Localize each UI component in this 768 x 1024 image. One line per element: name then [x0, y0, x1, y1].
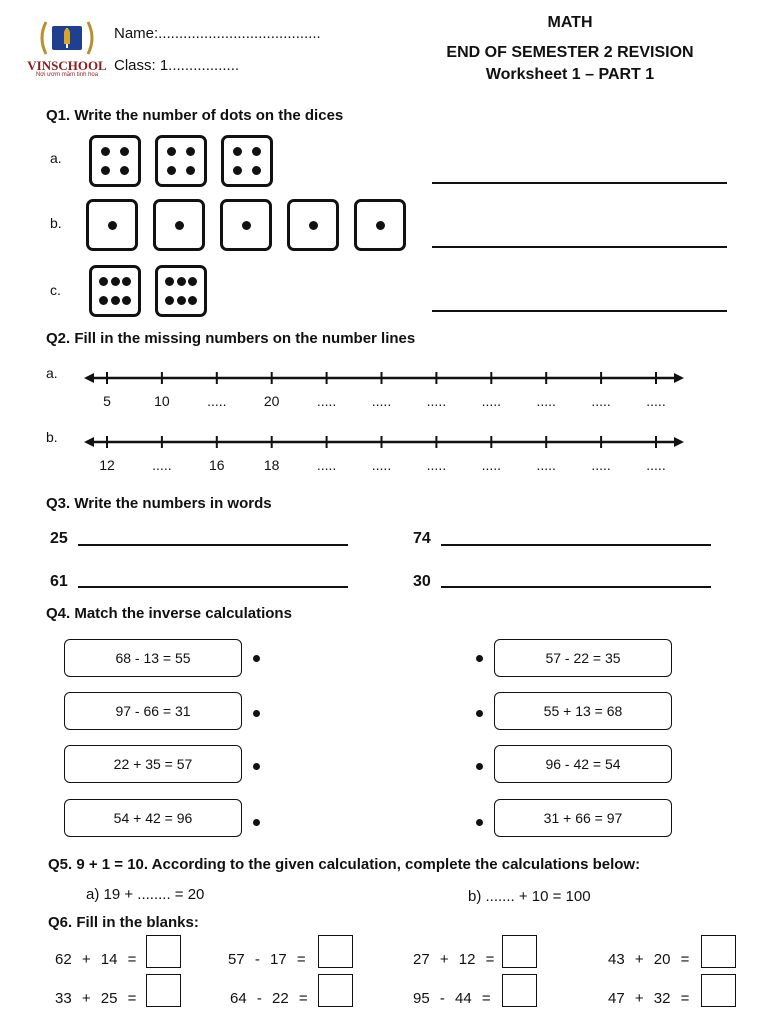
q1-answer-line-b[interactable] [432, 246, 727, 248]
q4-left-calc-2[interactable]: 97 - 66 = 31 [64, 692, 242, 730]
q6-calc-r1c4: 43 + 20 = [608, 951, 690, 968]
die-pip [111, 296, 120, 305]
q4-left-calc-1[interactable]: 68 - 13 = 55 [64, 639, 242, 677]
q4-right-match-dot-2[interactable] [476, 710, 483, 717]
q3-number-25: 25 [50, 530, 68, 547]
q4-left-match-dot-1[interactable] [253, 655, 260, 662]
q1-die-1-0 [86, 199, 138, 251]
number-line-value[interactable]: ..... [481, 457, 502, 473]
die-pip [242, 221, 251, 230]
q1-die-0-0 [89, 135, 141, 187]
q4-title: Q4. Match the inverse calculations [46, 605, 292, 622]
number-line-value[interactable]: ..... [536, 457, 556, 473]
die-pip [188, 277, 197, 286]
die-pip [175, 221, 184, 230]
logo-text: VINSCHOOL [27, 58, 107, 73]
q3-number-30: 30 [413, 573, 431, 590]
worksheet-title: END OF SEMESTER 2 REVISION [446, 44, 694, 61]
q6-answer-box-r2c2[interactable] [318, 974, 353, 1007]
die-pip [101, 166, 110, 175]
q4-left-calc-3[interactable]: 22 + 35 = 57 [64, 745, 242, 783]
q6-answer-box-r1c4[interactable] [701, 935, 736, 968]
q1-die-2-1 [155, 265, 207, 317]
number-line-value[interactable]: ..... [207, 393, 227, 409]
q4-right-match-dot-4[interactable] [476, 819, 483, 826]
q5-title: Q5. 9 + 1 = 10. According to the given calculation, complete the calculations below: [48, 856, 641, 873]
die-pip [108, 221, 117, 230]
q3-number-61: 61 [50, 573, 68, 590]
number-line-value[interactable]: ..... [481, 393, 502, 409]
die-pip [177, 277, 186, 286]
number-line-value[interactable]: ..... [426, 393, 447, 409]
number-line-value[interactable]: ..... [591, 393, 611, 409]
q2-title: Q2. Fill in the missing numbers on the number lines [46, 330, 416, 347]
die-pip [111, 277, 120, 286]
q2-line-b-label: b. [46, 429, 58, 445]
die-pip [233, 147, 242, 156]
q6-calc-r2c4: 47 + 32 = [608, 990, 690, 1007]
q4-right-match-dot-1[interactable] [476, 655, 483, 662]
die-pip [101, 147, 110, 156]
q2-line-a-label: a. [46, 365, 58, 381]
q6-answer-box-r1c1[interactable] [146, 935, 181, 968]
die-pip [186, 147, 195, 156]
q1-die-1-2 [220, 199, 272, 251]
q6-calc-r1c1: 62 + 14 = [55, 951, 137, 968]
die-pip [167, 147, 176, 156]
arrow-left-icon [84, 437, 94, 447]
number-line-value[interactable]: ..... [536, 393, 556, 409]
q5-part-a[interactable]: a) 19 + ........ = 20 [86, 886, 205, 903]
die-pip [188, 296, 197, 305]
die-pip [165, 277, 174, 286]
q1-answer-line-c[interactable] [432, 310, 727, 312]
q6-answer-box-r1c2[interactable] [318, 935, 353, 968]
number-line-value: 12 [99, 457, 115, 473]
q4-right-match-dot-3[interactable] [476, 763, 483, 770]
q4-right-calc-3[interactable]: 96 - 42 = 54 [494, 745, 672, 783]
q1-die-0-1 [155, 135, 207, 187]
die-pip [99, 277, 108, 286]
q1-row-a-label: a. [50, 150, 62, 166]
q6-calc-r1c3: 27 + 12 = [413, 951, 495, 968]
q6-title: Q6. Fill in the blanks: [48, 914, 199, 931]
q6-answer-box-r2c3[interactable] [502, 974, 537, 1007]
die-pip [252, 166, 261, 175]
q3-answer-line-1[interactable] [78, 544, 348, 546]
arrow-left-icon [84, 373, 94, 383]
q1-row-c-label: c. [50, 282, 61, 298]
arrow-right-icon [674, 373, 684, 383]
q4-right-calc-2[interactable]: 55 + 13 = 68 [494, 692, 672, 730]
q3-number-74: 74 [413, 530, 431, 547]
die-pip [177, 296, 186, 305]
die-pip [167, 166, 176, 175]
number-line-value[interactable]: ..... [646, 457, 666, 473]
die-pip [120, 166, 129, 175]
q1-die-1-3 [287, 199, 339, 251]
q3-answer-line-3[interactable] [78, 586, 348, 588]
die-pip [233, 166, 242, 175]
q1-title: Q1. Write the number of dots on the dices [46, 107, 344, 124]
q3-answer-line-4[interactable] [441, 586, 711, 588]
q1-die-0-2 [221, 135, 273, 187]
q3-answer-line-2[interactable] [441, 544, 711, 546]
q6-answer-box-r1c3[interactable] [502, 935, 537, 968]
die-pip [99, 296, 108, 305]
q4-left-calc-4[interactable]: 54 + 42 = 96 [64, 799, 242, 837]
q6-answer-box-r2c4[interactable] [701, 974, 736, 1007]
number-line-value[interactable]: ..... [371, 393, 392, 409]
q4-left-match-dot-3[interactable] [253, 763, 260, 770]
number-line-value[interactable]: ..... [152, 457, 172, 473]
die-pip [309, 221, 318, 230]
q4-right-calc-4[interactable]: 31 + 66 = 97 [494, 799, 672, 837]
die-pip [120, 147, 129, 156]
subject-heading: MATH [547, 14, 593, 31]
worksheet-subtitle: Worksheet 1 – PART 1 [485, 66, 655, 83]
die-pip [165, 296, 174, 305]
q1-answer-line-a[interactable] [432, 182, 727, 184]
q1-die-1-1 [153, 199, 205, 251]
die-pip [122, 296, 131, 305]
q4-right-calc-1[interactable]: 57 - 22 = 35 [494, 639, 672, 677]
q6-calc-r2c1: 33 + 25 = [55, 990, 137, 1007]
q6-calc-r2c2: 64 - 22 = [230, 990, 308, 1007]
number-line-value[interactable]: ..... [426, 457, 447, 473]
q1-die-1-4 [354, 199, 406, 251]
q6-calc-r1c2: 57 - 17 = [228, 951, 306, 968]
school-logo [24, 14, 110, 80]
number-line-value: 16 [209, 457, 225, 473]
logo-tagline: Nơi ươm mầm tinh hoa [35, 72, 99, 78]
die-pip [252, 147, 261, 156]
number-line-value: 5 [103, 393, 111, 409]
q6-calc-r2c3: 95 - 44 = [413, 990, 491, 1007]
name-field[interactable]: Name:....................................... [114, 25, 321, 42]
die-pip [186, 166, 195, 175]
number-line-value: 18 [263, 457, 280, 473]
q5-part-b[interactable]: b) ....... + 10 = 100 [468, 888, 591, 905]
number-line-value[interactable]: ..... [316, 393, 337, 409]
number-line-value[interactable]: ..... [591, 457, 611, 473]
number-line-b [0, 432, 768, 452]
number-line-value: 20 [263, 393, 280, 409]
number-line-value[interactable]: ..... [316, 457, 337, 473]
class-field[interactable]: Class: 1................. [114, 57, 240, 74]
die-pip [376, 221, 385, 230]
number-line-value[interactable]: ..... [371, 457, 392, 473]
number-line-value: 10 [154, 393, 170, 409]
q4-left-match-dot-2[interactable] [253, 710, 260, 717]
q1-row-b-label: b. [50, 215, 62, 231]
q3-title: Q3. Write the numbers in words [46, 495, 272, 512]
number-line-a [0, 368, 768, 388]
q6-answer-box-r2c1[interactable] [146, 974, 181, 1007]
arrow-right-icon [674, 437, 684, 447]
die-pip [122, 277, 131, 286]
q1-die-2-0 [89, 265, 141, 317]
number-line-value[interactable]: ..... [646, 393, 666, 409]
q4-left-match-dot-4[interactable] [253, 819, 260, 826]
